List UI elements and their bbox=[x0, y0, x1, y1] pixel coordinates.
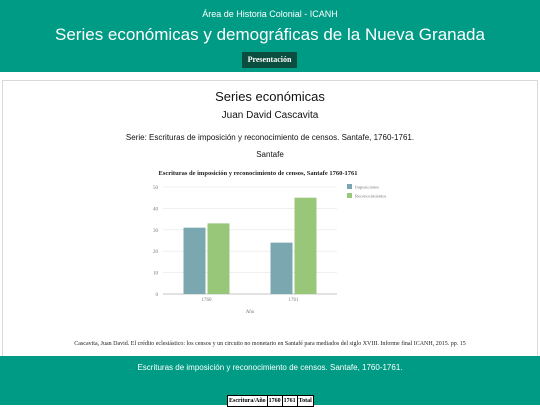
site-header bbox=[0, 0, 540, 72]
table-header-cell[interactable]: Total bbox=[297, 396, 313, 407]
bar-chart bbox=[123, 167, 423, 317]
place-label: Santafe bbox=[256, 150, 284, 159]
legend-label: Imposiciones bbox=[355, 184, 379, 190]
y-tick-label: 0 bbox=[155, 293, 158, 298]
page-heading: Series económicas bbox=[215, 89, 325, 104]
series-label: Serie: Escrituras de imposición y reconocimiento de censos. Santafe, 1760-1761. bbox=[125, 133, 415, 142]
citation: Cascavita, Juan David. El crédito eclesiástico: los censos y un circuito no monetario en Santafé para mediados del siglo XVIII. Informe final ICANH, 2015. pp. 15 bbox=[74, 341, 466, 347]
y-tick-label: 20 bbox=[153, 250, 158, 256]
legend-label: Reconocimientos bbox=[355, 193, 387, 199]
site-title: Series económicas y demográficas de la Nueva Granada bbox=[55, 25, 485, 44]
table-header-cell[interactable]: 1760 bbox=[267, 396, 282, 407]
legend-swatch bbox=[347, 184, 352, 189]
site-subtitle: Área de Historia Colonial - ICANH bbox=[202, 9, 338, 19]
footer-title: Escrituras de imposición y reconocimiento de censos. Santafe, 1760-1761. bbox=[137, 363, 403, 372]
x-axis-label: Año bbox=[245, 310, 255, 315]
bar bbox=[208, 223, 230, 294]
presentation-button[interactable]: Presentación bbox=[242, 52, 297, 68]
bar bbox=[271, 243, 293, 294]
data-table bbox=[227, 395, 314, 407]
chart-title: Escrituras de imposición y reconocimiento de censos, Santafe 1760-1761 bbox=[158, 170, 358, 177]
author-name: Juan David Cascavita bbox=[221, 110, 319, 121]
y-tick-label: 50 bbox=[153, 186, 158, 191]
x-tick-label: 1761 bbox=[288, 298, 299, 303]
bar bbox=[184, 228, 206, 294]
table-header-cell[interactable]: Escritura/Año bbox=[228, 396, 268, 407]
legend-swatch bbox=[347, 193, 352, 198]
y-tick-label: 40 bbox=[153, 207, 158, 213]
bar bbox=[295, 198, 317, 294]
table-header-cell[interactable]: 1761 bbox=[282, 396, 297, 407]
x-tick-label: 1760 bbox=[201, 298, 212, 303]
content-panel bbox=[2, 80, 538, 356]
y-tick-label: 30 bbox=[153, 228, 158, 234]
y-tick-label: 10 bbox=[153, 271, 158, 277]
